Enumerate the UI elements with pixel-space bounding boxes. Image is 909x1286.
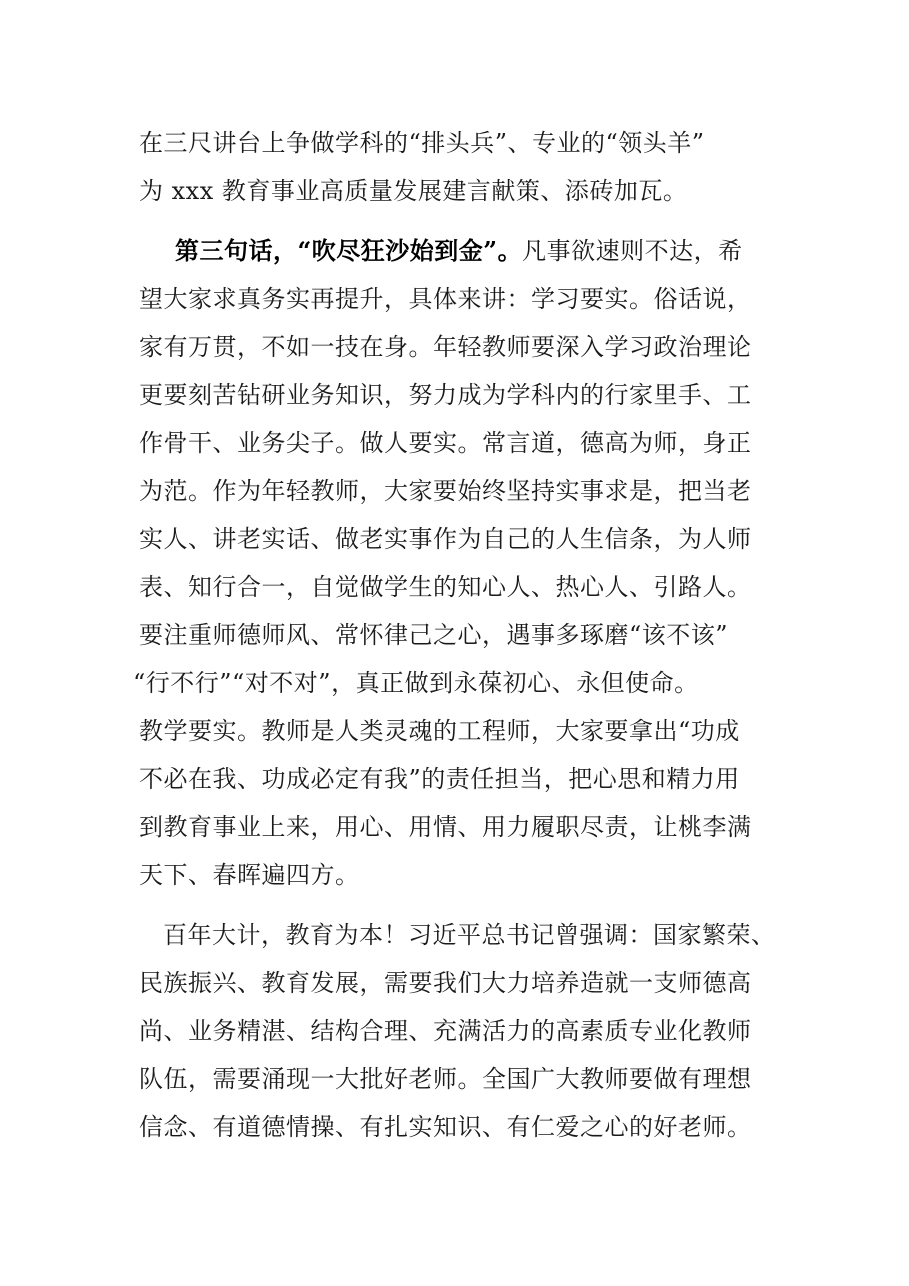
paragraph-1: [139, 119, 779, 215]
text-line: 作骨干、业务尖子。做人要实。常言道，德高为师，身正: [139, 429, 752, 457]
text-line: “行不行”“对不对”，真正做到永葆初心、永但使命。: [133, 669, 699, 697]
text-line: 为 xxx 教育事业高质量发展建言献策、添砖加瓦。: [139, 177, 688, 205]
text-line: 表、知行合一，自觉做学生的知心人、热心人、引路人。: [139, 573, 752, 601]
text-line: 更要刻苦钻研业务知识，努力成为学科内的行家里手、工: [139, 381, 752, 409]
text-line: 望大家求真务实再提升，具体来讲：学习要实。俗话说，: [139, 285, 752, 313]
text-line: 信念、有道德情操、有扎实知识、有仁爱之心的好老师。: [139, 1113, 752, 1141]
document-body: [133, 119, 779, 1151]
text-line: 家有万贯，不如一技在身。年轻教师要深入学习政治理论: [139, 333, 752, 361]
text-line: 尚、业务精湛、结构合理、充满活力的高素质专业化教师: [139, 1017, 752, 1045]
text-line: 教学要实。教师是人类灵魂的工程师，大家要拿出“功成: [139, 717, 740, 745]
text-line: 百年大计，教育为本！习近平总书记曾强调：国家繁荣、: [163, 921, 776, 949]
text-line: 民族振兴、教育发展，需要我们大力培养造就一支师德高: [139, 969, 752, 997]
text-line: 要注重师德师风、常怀律己之心，遇事多琢磨“该不该”: [139, 621, 729, 649]
text-line: 天下、春晖遍四方。: [139, 861, 360, 889]
paragraph-3: [139, 911, 779, 1151]
text-line: 不必在我、功成必定有我”的责任担当，把心思和精力用: [139, 765, 740, 793]
text-line: 实人、讲老实话、做老实事作为自己的人生信条，为人师: [139, 525, 752, 553]
text-line: 为范。作为年轻教师，大家要始终坚持实事求是，把当老: [139, 477, 752, 505]
heading-line-rest: 凡事欲速则不达，希: [522, 237, 743, 265]
section-heading: 第三句话，“吹尽狂沙始到金”。: [175, 236, 523, 265]
text-line: [139, 227, 779, 275]
text-line: 队伍，需要涌现一大批好老师。全国广大教师要做有理想: [139, 1065, 752, 1093]
text-line: 到教育事业上来，用心、用情、用力履职尽责，让桃李满: [139, 813, 752, 841]
text-line: 在三尺讲台上争做学科的“排头兵”、专业的“领头羊”: [139, 129, 705, 157]
paragraph-2: [133, 227, 779, 899]
